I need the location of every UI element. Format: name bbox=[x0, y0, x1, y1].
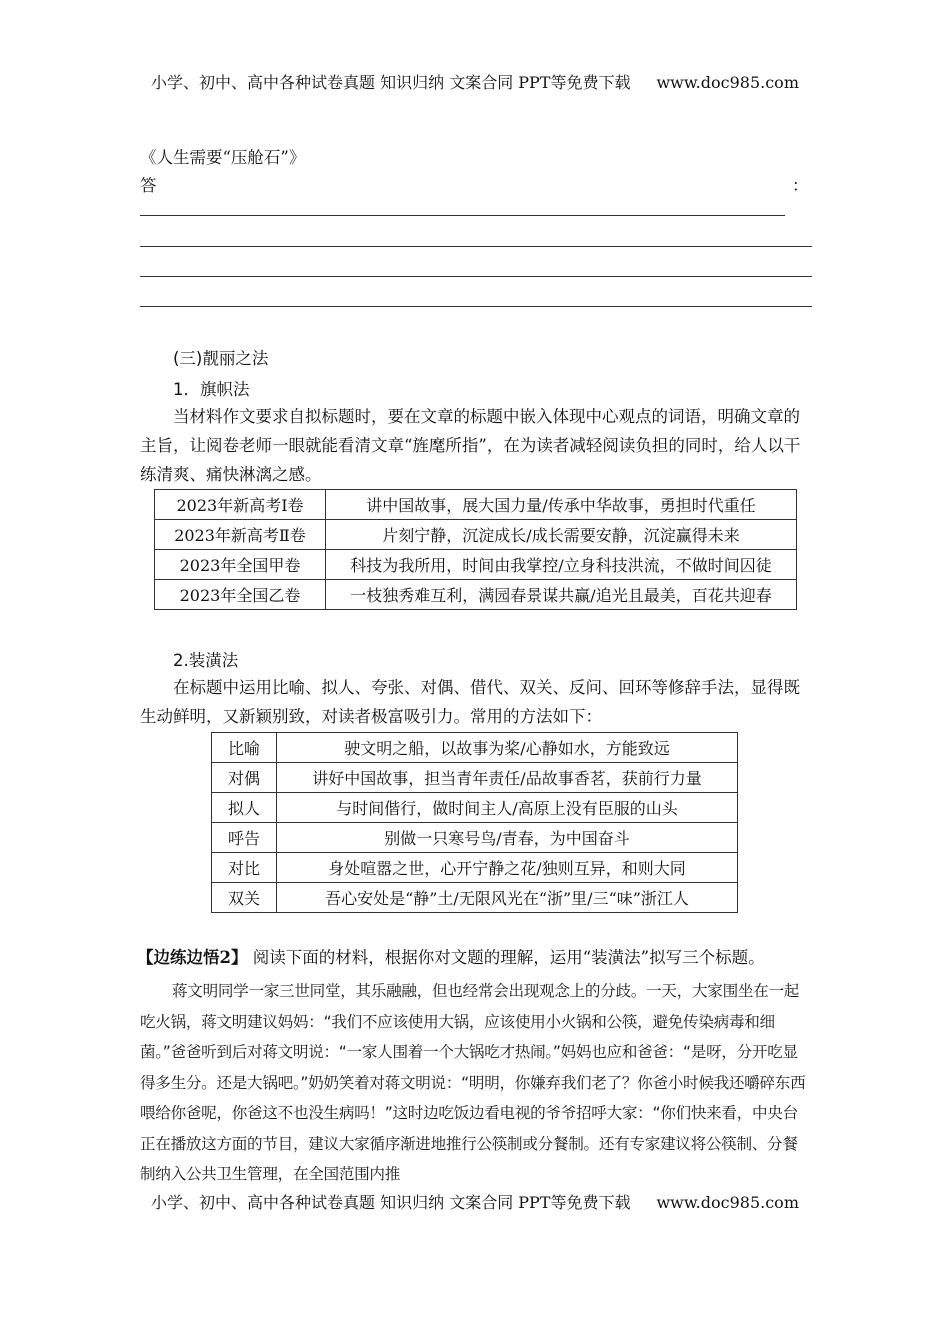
table-row bbox=[212, 883, 738, 913]
exam-cell: 2023年新高考Ⅱ卷 bbox=[155, 520, 326, 550]
exercise-prompt bbox=[137, 943, 817, 972]
table-row bbox=[212, 793, 738, 823]
titles-cell: 片刻宁静，沉淀成长/成长需要安静，沉淀赢得未来 bbox=[326, 520, 797, 550]
answer-line-1 bbox=[140, 215, 785, 216]
device-cell: 呼告 bbox=[212, 823, 277, 853]
titles-cell: 讲中国故事，展大国力量/传承中华故事，勇担时代重任 bbox=[326, 490, 797, 520]
examples-cell: 吾心安处是“静”土/无限风光在“浙”里/三“味”浙江人 bbox=[277, 883, 738, 913]
page-header bbox=[0, 70, 950, 93]
method1-title: 1．旗帜法 bbox=[173, 380, 250, 399]
device-cell: 对偶 bbox=[212, 763, 277, 793]
page-footer bbox=[0, 1190, 950, 1213]
footer-text: 小学、初中、高中各种试卷真题 知识归纳 文案合同 PPT等免费下载 bbox=[151, 1193, 631, 1212]
table-row bbox=[212, 733, 738, 763]
section3-title: (三)靓丽之法 bbox=[173, 349, 269, 368]
method2-text: 在标题中运用比喻、拟人、夸张、对偶、借代、双关、反问、回环等修辞手法，显得既生动鲜明，又新颖别致，对读者极富吸引力。常用的方法如下： bbox=[140, 678, 800, 726]
answer-line-3 bbox=[140, 276, 812, 277]
answer-label: 答 bbox=[140, 176, 157, 195]
exercise-instruction: 阅读下面的材料，根据你对文题的理解，运用“装潢法”拟写三个标题。 bbox=[252, 948, 765, 967]
device-cell: 比喻 bbox=[212, 733, 277, 763]
table-row bbox=[155, 520, 797, 550]
examples-cell: 与时间偕行，做时间主人/高原上没有臣服的山头 bbox=[277, 793, 738, 823]
device-cell: 拟人 bbox=[212, 793, 277, 823]
examples-cell: 别做一只寒号鸟/青春，为中国奋斗 bbox=[277, 823, 738, 853]
table-row bbox=[212, 763, 738, 793]
titles-cell: 一枝独秀难互利，满园春景谋共赢/追光且最美，百花共迎春 bbox=[326, 580, 797, 610]
footer-url[interactable]: www.doc985.com bbox=[656, 1193, 799, 1212]
table-row bbox=[212, 823, 738, 853]
table-row bbox=[155, 550, 797, 580]
method1-table bbox=[154, 489, 797, 610]
titles-cell: 科技为我所用，时间由我掌控/立身科技洪流，不做时间囚徒 bbox=[326, 550, 797, 580]
method2-title: 2.装潢法 bbox=[173, 651, 239, 670]
answer-line-4 bbox=[140, 306, 812, 307]
exercise-material bbox=[140, 976, 812, 1190]
examples-cell: 驶文明之船，以故事为桨/心静如水，方能致远 bbox=[277, 733, 738, 763]
material-text: 蒋文明同学一家三世同堂，其乐融融，但也经常会出现观念上的分歧。一天，大家围坐在一起吃火锅，蒋文明建议妈妈：“我们不应该使用大锅，应该使用小火锅和公筷，避免传染病毒和细菌。”爸爸听到后对蒋文明说：“一家人围着一个大锅吃才热闹。”妈妈也应和爸爸：“是呀，分开吃显得多生分。还是大锅吧。”奶奶笑着对蒋文明说：“明明，你嫌弃我们老了？你爸小时候我还嚼碎东西喂给你爸呢，你爸这不也没生病吗！”这时边吃饭边看电视的爷爷招呼大家：“你们快来看，中央台正在播放这方面的节目，建议大家循序渐进地推行公筷制或分餐制。还有专家建议将公筷制、分餐制纳入公共卫生管理，在全国范围内推 bbox=[140, 982, 806, 1183]
device-cell: 双关 bbox=[212, 883, 277, 913]
table-row bbox=[212, 853, 738, 883]
exam-cell: 2023年新高考Ⅰ卷 bbox=[155, 490, 326, 520]
header-text: 小学、初中、高中各种试卷真题 知识归纳 文案合同 PPT等免费下载 bbox=[151, 73, 631, 92]
examples-cell: 身处喧嚣之世，心开宁静之花/独则互异，和则大同 bbox=[277, 853, 738, 883]
essay-title: 《人生需要“压舱石”》 bbox=[140, 148, 306, 167]
device-cell: 对比 bbox=[212, 853, 277, 883]
examples-cell: 讲好中国故事，担当青年责任/品故事香茗，获前行力量 bbox=[277, 763, 738, 793]
answer-colon: ： bbox=[792, 176, 809, 195]
table-row bbox=[155, 580, 797, 610]
method1-text: 当材料作文要求自拟标题时，要在文章的标题中嵌入体现中心观点的词语，明确文章的主旨，让阅卷老师一眼就能看清文章“旌麾所指”，在为读者减轻阅读负担的同时，给人以干练清爽、痛快淋漓之感。 bbox=[140, 407, 801, 484]
header-url[interactable]: www.doc985.com bbox=[656, 73, 799, 92]
exercise-tag: 【边练边悟2】 bbox=[137, 948, 248, 967]
exam-cell: 2023年全国乙卷 bbox=[155, 580, 326, 610]
table-row bbox=[155, 490, 797, 520]
exam-cell: 2023年全国甲卷 bbox=[155, 550, 326, 580]
answer-line-2 bbox=[140, 246, 812, 247]
method2-table bbox=[211, 732, 738, 913]
